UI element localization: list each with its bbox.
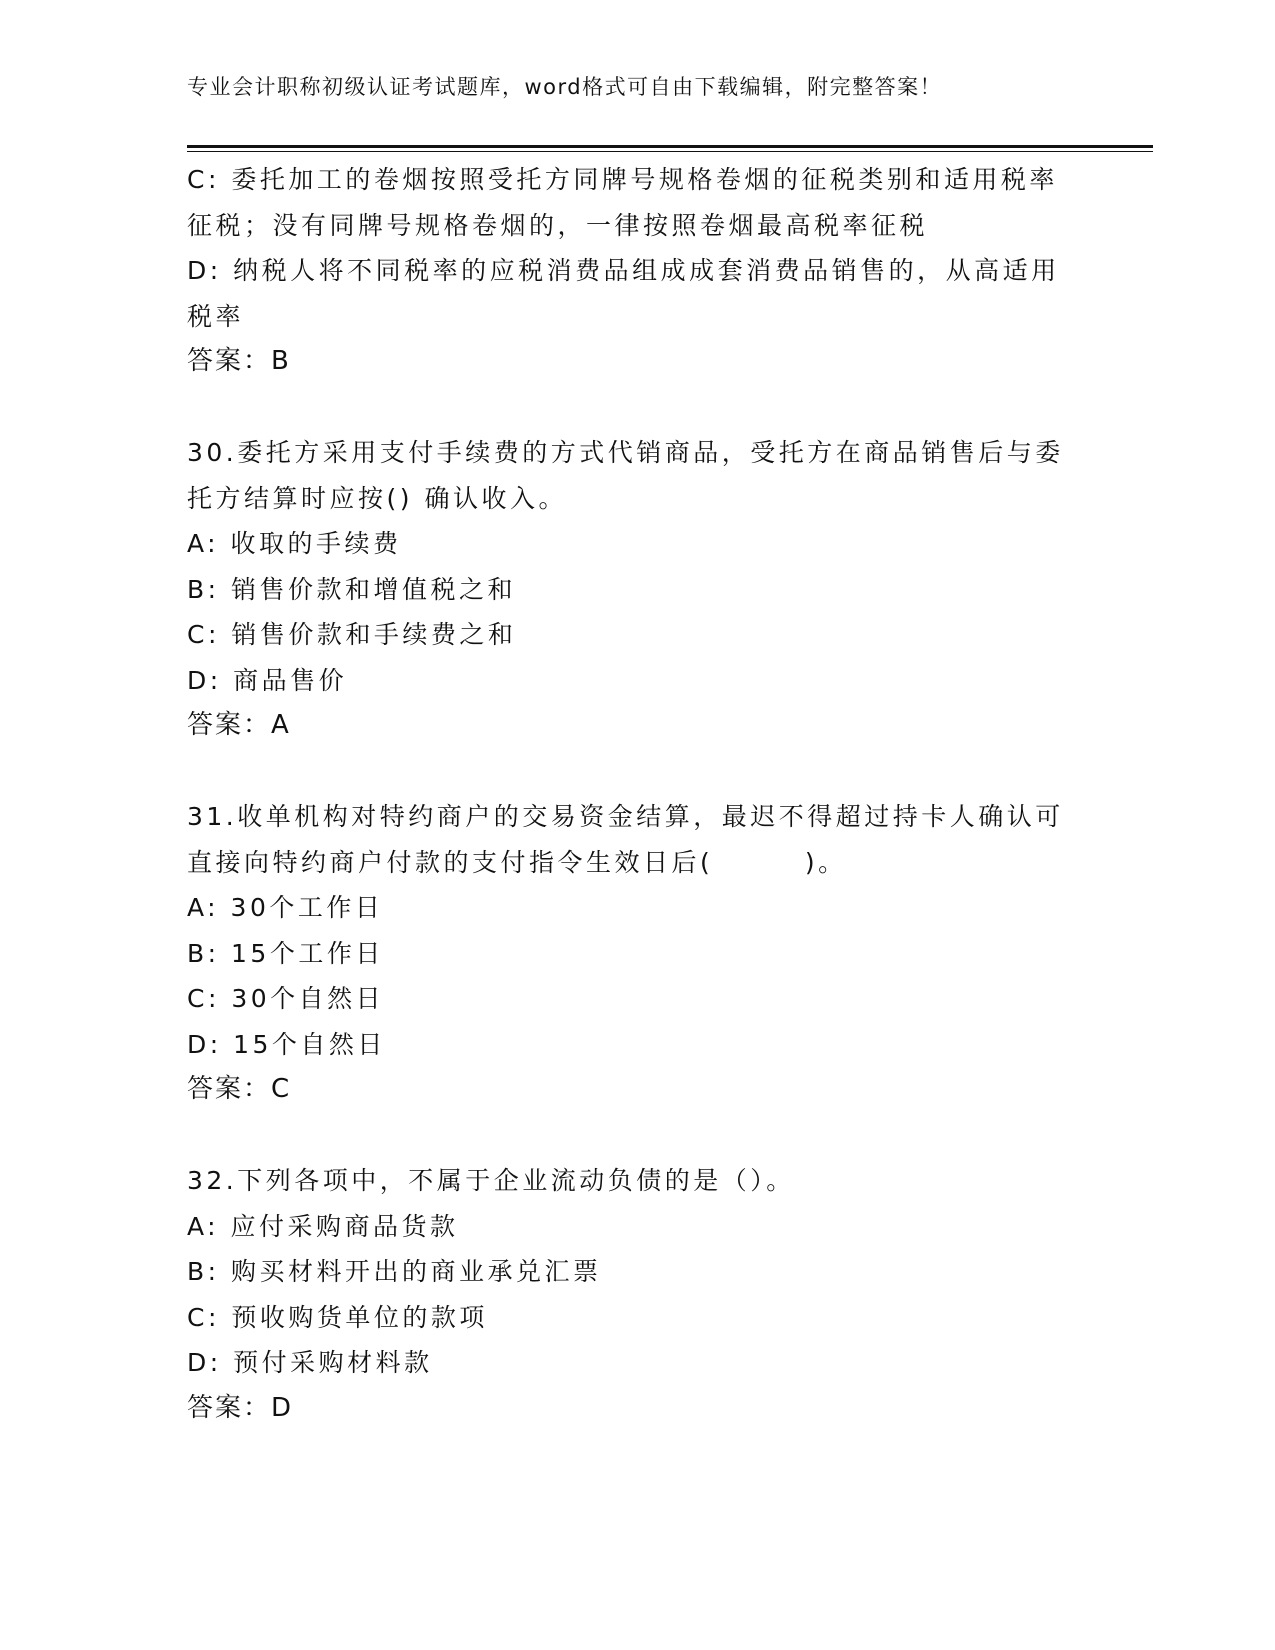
question-stem: 托方结算时应按() 确认收入。 [187,483,567,513]
document-body [187,157,1087,1431]
question-stem: 30.委托方采用支付手续费的方式代销商品，受托方在商品销售后与委 [187,438,1064,467]
option-b: B: 销售价款和增值税之和 [187,574,517,604]
header-rule-thin [187,151,1153,152]
option-d: D: 15个自然日 [187,1029,386,1059]
question-30 [187,430,1087,749]
option-c: C: 销售价款和手续费之和 [187,620,517,649]
question-stem: 直接向特约商户付款的支付指令生效日后( )。 [187,847,847,877]
option-c: C: 30个自然日 [187,984,385,1013]
question-31 [187,794,1087,1113]
option-b: B: 购买材料开出的商业承兑汇票 [187,1257,602,1286]
page-header: 专业会计职称初级认证考试题库，word格式可自由下载编辑，附完整答案！ [187,75,943,99]
question-stem: 32.下列各项中，不属于企业流动负债的是（）。 [187,1166,795,1195]
option-line: D: 纳税人将不同税率的应税消费品组成成套消费品销售的，从高适用 [187,256,1060,285]
option-a: A: 收取的手续费 [187,529,402,558]
answer-line: 答案：D [187,1392,294,1423]
answer-line: 答案：C [187,1074,292,1104]
option-a: A: 应付采购商品货款 [187,1211,459,1241]
option-d: D: 预付采购材料款 [187,1348,433,1377]
previous-question-tail [187,157,1087,385]
question-32 [187,1158,1087,1431]
option-c: C: 预收购货单位的款项 [187,1302,488,1332]
answer-line: 答案：A [187,710,291,740]
option-line: C: 委托加工的卷烟按照受托方同牌号规格卷烟的征税类别和适用税率 [187,165,1058,194]
answer-line: 答案：B [187,346,291,376]
option-line: 税率 [187,301,245,331]
option-a: A: 30个工作日 [187,893,384,922]
option-line: 征税；没有同牌号规格卷烟的，一律按照卷烟最高税率征税 [187,210,929,240]
option-d: D: 商品售价 [187,665,348,695]
option-b: B: 15个工作日 [187,938,384,968]
question-stem: 31.收单机构对特约商户的交易资金结算，最迟不得超过持卡人确认可 [187,802,1064,831]
header-rule-thick [187,145,1153,148]
